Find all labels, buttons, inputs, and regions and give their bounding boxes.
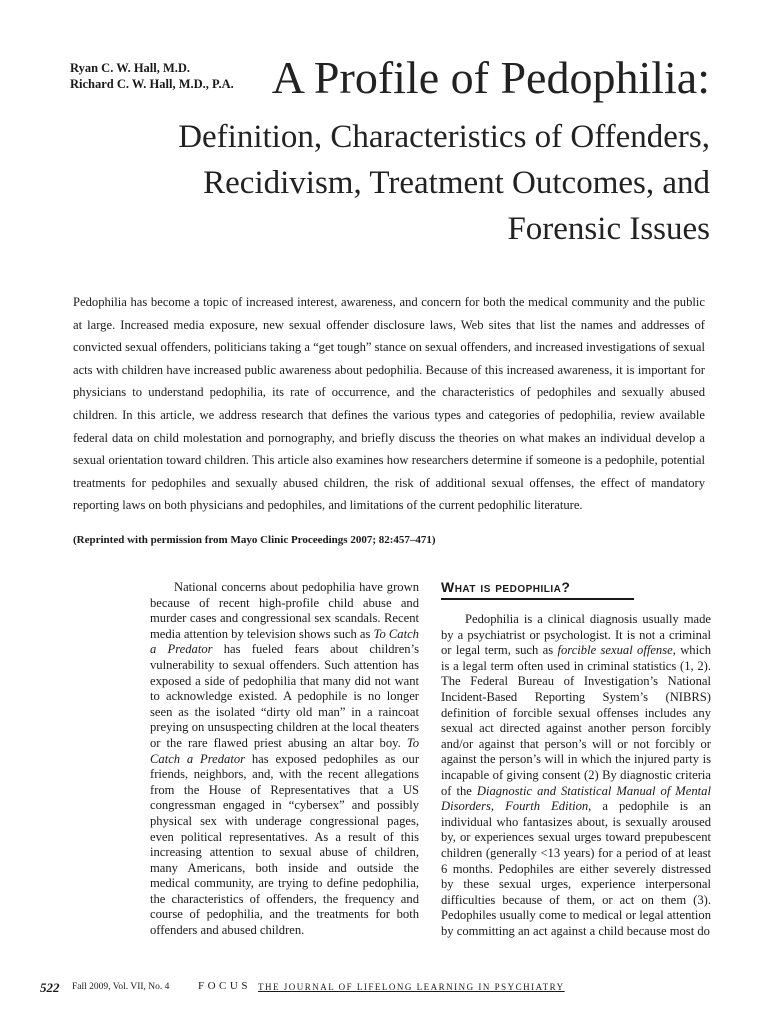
journal-name: FOCUS <box>198 980 251 992</box>
subtitle-line: Forensic Issues <box>507 211 710 247</box>
article-subtitle <box>70 114 710 252</box>
body-text: has fueled fears about children’s vulnerability to sexual offenders. Such attention has exposed a side of pedophilia that many did not want to acknowledge existed. A pedophile is no longer seen as the isolated “dirty old man” in a raincoat preying on unsuspecting children at the local theaters or the rare flawed priest abusing an altar boy. <box>150 642 420 750</box>
italic-term: Diagnostic and Statistical Manual of Mental Disorders, Fourth Edition, <box>441 783 711 814</box>
body-column-left <box>150 580 419 939</box>
body-text: Pedophilia is a clinical diagnosis usually made by a psychiatrist or psychologist. It is not a criminal or legal term, such as <box>441 612 711 658</box>
issue-info: Fall 2009, Vol. VII, No. 4 <box>72 982 170 992</box>
show-title: To Catch a Predator <box>150 626 419 657</box>
article-title: A Profile of Pedophilia: <box>271 52 710 103</box>
subtitle-line: Recidivism, Treatment Outcomes, and <box>203 165 710 201</box>
body-column-right <box>441 612 711 939</box>
author-name: Ryan C. W. Hall, M.D. <box>70 61 191 75</box>
body-text: which is a legal term often used in criminal statistics (1, 2). The Federal Bureau of Investigation’s National Incident-Based Reporting System’s (NIBRS) definition of forcible sexual offenses includes any sexual act directed against another person forcibly and/or against that person’s will or not forcibly or against the person’s will in which the injured party is incapable of giving consent (2) By diagnostic criteria of the <box>441 643 711 798</box>
italic-term: forcible sexual offense, <box>557 643 676 658</box>
heading-underline <box>441 598 634 600</box>
author-name: Richard C. W. Hall, M.D., P.A. <box>70 77 234 91</box>
show-title: To Catch a Predator <box>150 735 419 766</box>
body-text: a pedophile is an individual who fantasizes about, is sexually aroused by, or experiences sexual urges toward prepubescent children (generally <13 years) for a period of at least 6 months. Pedophiles are either severely distressed by these sexual urges, experience interpersonal difficulties because of them, or act on them (3). Pedophiles usually come to medical or legal attention by committing an act against a child because most do <box>441 799 711 938</box>
journal-tagline: THE JOURNAL OF LIFELONG LEARNING IN PSYCHIATRY <box>258 982 565 992</box>
page-number: 522 <box>40 980 60 995</box>
section-heading: What is pedophilia? <box>441 579 571 595</box>
abstract: Pedophilia has become a topic of increased interest, awareness, and concern for both the medical community and the public at large. Increased media exposure, new sexual offender disclosure laws, Web sites that list the names and addresses of convicted sexual offenders, politicians taking a “get tough” stance on sexual offenders, and increased investigations of sexual acts with children have increased public awareness about pedophilia. Because of this increased awareness, it is important for physicians to understand pedophilia, its rate of occurrence, and the characteristics of pedophiles and sexually abused children. In this article, we address research that defines the various types and categories of pedophilia, review available federal data on child molestation and pornography, and briefly discuss the theories on what makes an individual develop a sexual orientation toward children. This article also examines how researchers determine if someone is a pedophile, potential treatments for pedophiles and sexually abused children, the risk of additional sexual offenses, the effect of mandatory reporting laws on both physicians and pedophiles, and limitations of the current pedophilic literature. <box>73 295 705 513</box>
subtitle-line: Definition, Characteristics of Offenders, <box>178 119 710 155</box>
body-text: National concerns about pedophilia have grown because of recent high-profile child abuse and murder cases and congressional sex scandals. Recent media attention by television shows such as <box>150 580 419 641</box>
body-text: has exposed pedophiles as our friends, neighbors, and, with the recent allegations from the House of Representatives that a US congressman engaged in “cybersex” and possibly physical sex with underage congressional pages, even political representatives. As a result of this increasing attention to sexual abuse of children, many Americans, both inside and outside the medical community, are trying to define pedophilia, the characteristics of offenders, the frequency and course of pedophilia, and the treatments for both offenders and abused children. <box>150 751 420 938</box>
author-list <box>70 60 234 92</box>
reprint-note: (Reprinted with permission from Mayo Clinic Proceedings 2007; 82:457–471) <box>73 534 436 546</box>
